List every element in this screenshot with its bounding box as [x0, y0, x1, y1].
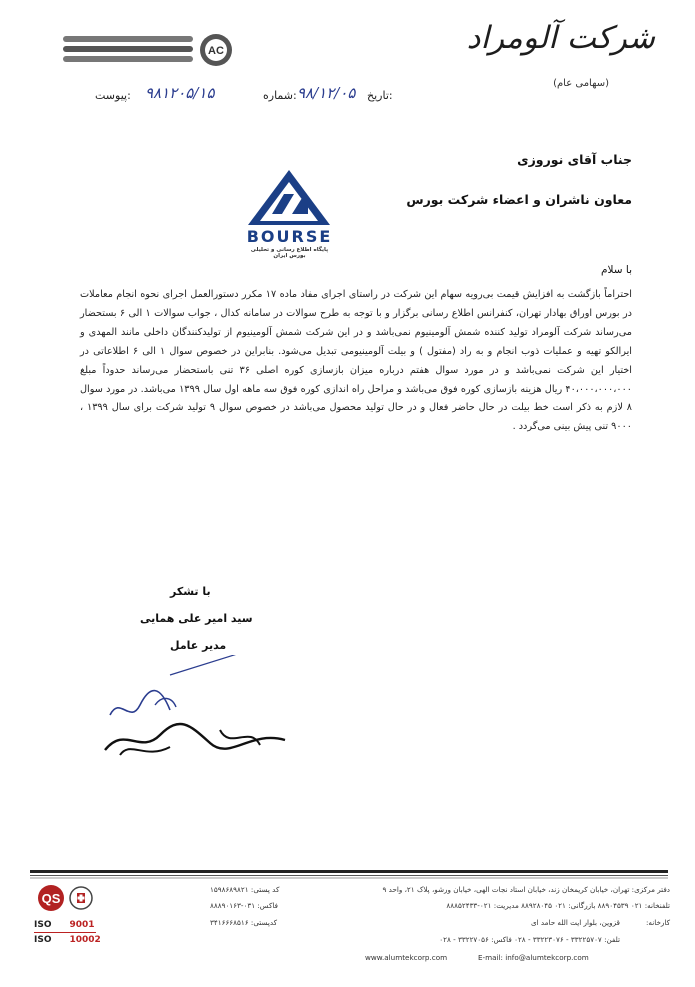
letter-body: احتراماً بازگشت به افزایش قیمت بی‌رویه سهام این شرکت در راستای اجرای مفاد ماده ۱۷ مکرر دستورالعمل اجرای نحوه انجام معاملات در بورس اوراق بهادار تهران، کنفرانس اطلاع رسانی برگزار و با توجه به طرح سوالات در سامانه کدال ، جواب سوالات ۱ الی ۶ بستحضار می‌رساند شرکت آلومراد تولید کننده شمش آلومینیوم نمی‌باشد و در این شرکت شمش آلومینیوم از تولیدکنندگان داخلی مانند المهدی و ایرالکو تهیه و عملیات ذوب انجام و به راد (مفتول ) و بیلت آلومینیومی تبدیل می‌شود. بنابراین در خصوص سوال ۱ الی ۶ اطلاعاتی در اختیار این شرکت نمی‌باشد و در مورد سوال هفتم درباره میزان بازسازی کوره اصلی ۳۶ تنی باستحضار می‌رساند حدوداً مبلغ ۴۰،۰۰۰،۰۰۰،۰۰۰ ریال هزینه بازسازی کوره فوق می‌باشد و مراحل راه اندازی کوره فوق سه ماهه اول سال ۱۳۹۹ می‌باشد. در مورد سوال ۸ لازم به ذکر است خط بیلت در حال حاضر فعال و در حال تولید محصول می‌باشد در خصوص سوال ۹ تولید شرکت برای سال ۱۳۹۹ ، ۹۰۰۰ تنی پیش بینی می‌گردد .	[80, 289, 633, 433]
footer-factory-label: کارخانه:	[646, 918, 670, 927]
greeting: با سلام	[600, 264, 632, 276]
date-label: تاریخ:	[367, 89, 393, 102]
footer-website-link[interactable]: www.alumtekcorp.com	[365, 953, 448, 962]
letter-meta-row	[95, 84, 405, 106]
iso-9001-row	[34, 920, 95, 930]
iso-2-number: 10002	[69, 935, 101, 945]
iso-1-number: 9001	[69, 920, 95, 930]
iso-1-label: ISO	[34, 920, 52, 930]
footer-phones: تلفنخانه: ۰۲۱ ۸۸۹۰۴۵۳۹ بازرگانی: ۰۲۱ ۸۸۹۲۸۰۴۵ مدیریت: ۰۲۱-۸۸۸۵۲۴۳۳	[446, 901, 670, 910]
signatory-name: سید امیر علی همایی	[140, 612, 253, 625]
footer-factory-address: قزوین، بلوار ایت الله حامد ای	[530, 918, 620, 927]
iso-certification-icon	[37, 880, 93, 920]
iso-divider	[34, 932, 96, 933]
footer-email-link[interactable]: E-mail: info@alumtekcorp.com	[478, 953, 589, 962]
handwritten-signature	[100, 655, 290, 765]
attachment-label: پیوست:	[95, 89, 131, 102]
header-stripe-decoration	[63, 34, 193, 64]
bourse-logo-word: BOURSE	[246, 227, 333, 246]
iso-10002-row	[34, 935, 101, 945]
footer-fax: فاکس: ۰۳۱-۸۸۸۹۰۱۶۳	[210, 901, 278, 910]
svg-text:AC: AC	[208, 45, 224, 57]
recipient-name: جناب آقای نوروزی	[517, 152, 632, 167]
number-label: شماره:	[263, 89, 297, 102]
footer-hq-address: دفتر مرکزی: تهران، خیابان کریمخان زند، خیابان استاد نجات الهی، خیابان ورشو، پلاک ۲۱، واحد ۹	[382, 885, 670, 894]
date-value: ۹۸/۱۲/۰۵	[297, 84, 356, 102]
footer-factory-phones: تلفن: ۳۳۲۲۵۷۰۷ - ۳۳۲۲۳۰۷۶ - ۰۲۸ فاکس: ۳۳۲۲۷۰۵۶ - ۰۲۸	[439, 935, 620, 944]
signatory-title: مدیر عامل	[170, 639, 227, 652]
iso-2-label: ISO	[34, 935, 52, 945]
company-type: (سهامی عام)	[553, 78, 609, 89]
svg-text:QS: QS	[41, 891, 61, 906]
number-value: ۹۸۱۲۰۵/۱۵	[145, 84, 215, 102]
footer-divider	[30, 870, 668, 879]
footer-factory-postal: کدپستی: ۳۴۱۶۶۶۸۵۱۶	[210, 918, 278, 927]
signature-closing: با تشکر	[170, 585, 211, 598]
company-logo-icon	[199, 33, 233, 67]
footer-postal-code: کد پستی: ۱۵۹۸۶۸۹۸۲۱	[210, 885, 280, 894]
bourse-logo-tagline: پایگاه اطلاع رسانی و تحلیلی بورس ایران	[250, 247, 329, 259]
recipient-title: معاون ناشران و اعضاء شرکت بورس	[406, 192, 632, 207]
company-name: شرکت آلومراد	[466, 20, 655, 56]
